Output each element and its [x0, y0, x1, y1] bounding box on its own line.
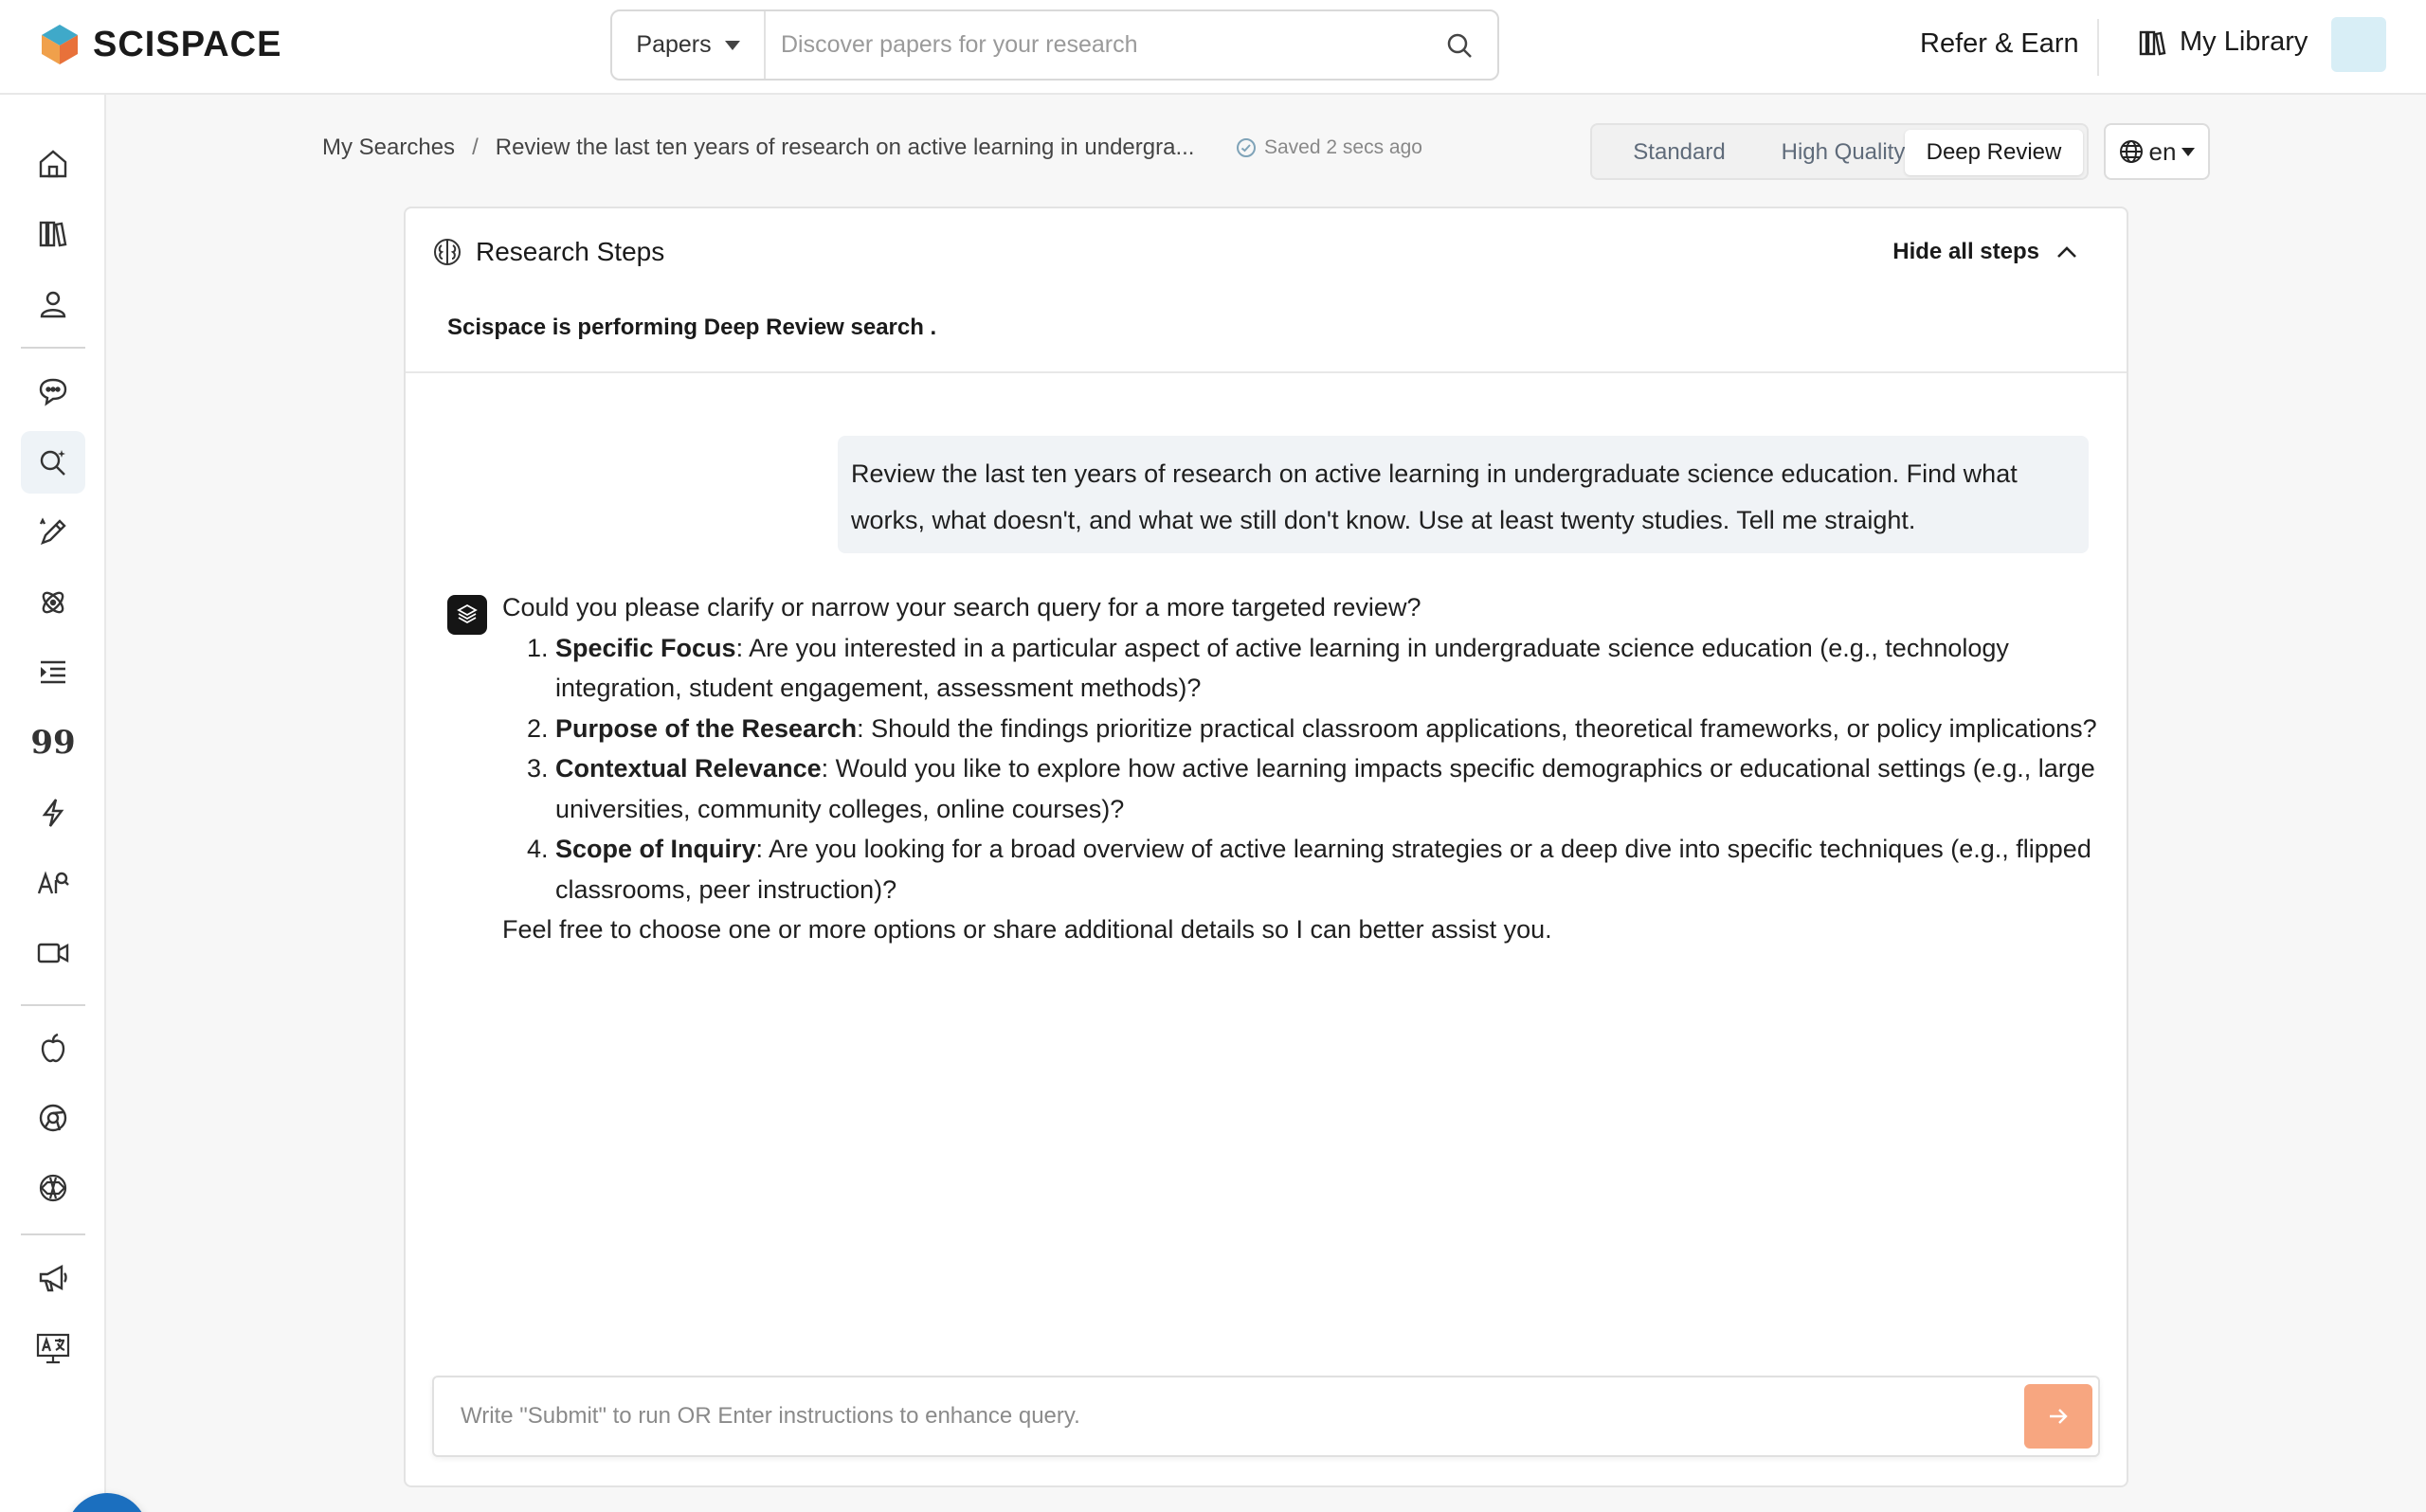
- research-status-text: Scispace is performing Deep Review search .: [447, 315, 937, 340]
- translate-presentation-icon: [35, 1331, 71, 1365]
- search-input[interactable]: [766, 11, 1421, 79]
- language-code: en: [2148, 136, 2177, 166]
- assistant-avatar: [447, 595, 487, 635]
- sidebar-citation[interactable]: [21, 711, 85, 774]
- sidebar-search[interactable]: [21, 431, 85, 494]
- research-panel: [404, 207, 2128, 1487]
- clarification-option: 1. Specific Focus: Are you interested in a particular aspect of active learning in undergraduate science education (e.g., technology integration, student engagement, assessment methods)?: [527, 633, 2009, 702]
- search-button[interactable]: [1421, 11, 1497, 79]
- research-steps-header: [406, 208, 2127, 373]
- scispace-logo-icon: [40, 23, 80, 66]
- caret-down-icon: [725, 41, 740, 50]
- chat-icon: [37, 375, 69, 407]
- save-status: [1236, 136, 1422, 159]
- indent-list-icon: [37, 657, 69, 689]
- scispace-logo[interactable]: [40, 23, 281, 66]
- chevron-up-icon: [2056, 245, 2077, 259]
- breadcrumb-separator: /: [472, 135, 479, 160]
- sidebar-ai-detector[interactable]: [21, 852, 85, 914]
- sidebar-library[interactable]: [21, 203, 85, 265]
- assistant-message: [502, 587, 2104, 950]
- mode-deep-review[interactable]: Deep Review: [1905, 130, 2083, 175]
- quote-icon: 99: [30, 724, 76, 762]
- apple-icon: [37, 1032, 69, 1064]
- clarification-option: 2. Purpose of the Research: Should the findings prioritize practical classroom applications, theoretical frameworks, or policy implications?: [527, 713, 2097, 743]
- submit-query-button[interactable]: [2024, 1384, 2092, 1449]
- user-icon: [37, 288, 69, 320]
- home-icon: [37, 148, 69, 180]
- assistant-intro: Could you please clarify or narrow your search query for a more targeted review?: [502, 593, 1421, 621]
- clarification-option: 3. Contextual Relevance: Would you like to explore how active learning impacts specific demographics or educational settings (e.g., large universities, community colleges, online courses)?: [527, 754, 2095, 823]
- sidebar-profile[interactable]: [21, 273, 85, 335]
- sidebar-announcements[interactable]: [21, 1247, 85, 1309]
- breadcrumb-current-query: Review the last ten years of research on active learning in undergra...: [495, 135, 1195, 160]
- brain-icon: [432, 237, 462, 267]
- sidebar-divider: [21, 347, 85, 349]
- arrow-right-icon: [2048, 1408, 2069, 1425]
- atom-icon: [37, 586, 69, 619]
- sidebar-presentation[interactable]: [21, 1317, 85, 1379]
- search-icon: [1446, 32, 1473, 59]
- search-type-dropdown[interactable]: [612, 11, 766, 79]
- scispace-bot-icon: [455, 603, 480, 627]
- search-type-label: Papers: [636, 31, 712, 58]
- sidebar-extract[interactable]: [21, 571, 85, 634]
- user-message: Review the last ten years of research on active learning in undergraduate science education. Find what works, what doesn't, and what we still don't know. Use at least twenty studies. Tell me straight.: [838, 436, 2089, 553]
- language-selector[interactable]: [2104, 123, 2210, 180]
- globe-icon: [2119, 139, 2144, 164]
- sidebar-video[interactable]: [21, 922, 85, 984]
- clarification-option: 4. Scope of Inquiry: Are you looking for a broad overview of active learning strategies or a deep dive into specific techniques (e.g., flipped classrooms, peer instruction)?: [527, 835, 2091, 904]
- sidebar-chat[interactable]: [21, 360, 85, 423]
- breadcrumb-my-searches[interactable]: My Searches: [322, 135, 456, 160]
- chrome-icon: [37, 1102, 69, 1134]
- pen-icon: [37, 516, 69, 549]
- clarification-options: [502, 628, 2104, 910]
- query-input-box: [432, 1376, 2100, 1457]
- sidebar-writer[interactable]: [21, 501, 85, 564]
- library-books-icon: [2138, 28, 2166, 57]
- ai-search-icon: [36, 867, 70, 899]
- research-steps-title: [432, 237, 664, 267]
- my-library-button[interactable]: [2138, 27, 2308, 58]
- refer-and-earn-link[interactable]: Refer & Earn: [1920, 28, 2079, 59]
- top-bar: [0, 0, 2426, 95]
- help-chat-button[interactable]: [66, 1493, 148, 1512]
- query-input[interactable]: [434, 1377, 2007, 1455]
- sidebar-home[interactable]: [21, 133, 85, 195]
- sidebar: [0, 95, 106, 1512]
- mode-standard[interactable]: Standard: [1633, 139, 1726, 165]
- user-avatar[interactable]: [2331, 17, 2386, 72]
- caret-down-icon: [2182, 148, 2195, 156]
- my-library-label: My Library: [2180, 27, 2308, 57]
- bolt-icon: [37, 797, 69, 829]
- sidebar-divider: [21, 1233, 85, 1235]
- hide-all-steps-toggle[interactable]: [1892, 239, 2077, 265]
- openai-icon: [37, 1172, 69, 1204]
- hide-all-steps-label: Hide all steps: [1892, 239, 2039, 264]
- library-books-icon: [37, 218, 69, 250]
- check-circle-icon: [1236, 137, 1257, 158]
- breadcrumb: [322, 135, 1194, 161]
- research-steps-label: Research Steps: [476, 237, 665, 266]
- search-mode-switch: [1590, 123, 2089, 180]
- save-status-text: Saved 2 secs ago: [1264, 136, 1422, 158]
- brand-name: SCISPACE: [93, 24, 282, 64]
- sidebar-outline[interactable]: [21, 641, 85, 704]
- mode-high-quality[interactable]: High Quality: [1781, 139, 1906, 165]
- sidebar-apple-app[interactable]: [21, 1017, 85, 1079]
- sidebar-divider: [21, 1004, 85, 1006]
- assistant-outro: Feel free to choose one or more options or share additional details so I can better assist you.: [502, 915, 1552, 944]
- paper-search-bar: [610, 9, 1499, 81]
- sidebar-flash[interactable]: [21, 782, 85, 844]
- search-sparkle-icon: [37, 446, 69, 478]
- video-icon: [36, 937, 70, 969]
- megaphone-icon: [37, 1262, 69, 1294]
- sidebar-gpt[interactable]: [21, 1157, 85, 1219]
- sidebar-chrome-extension[interactable]: [21, 1087, 85, 1149]
- top-divider: [2097, 19, 2099, 76]
